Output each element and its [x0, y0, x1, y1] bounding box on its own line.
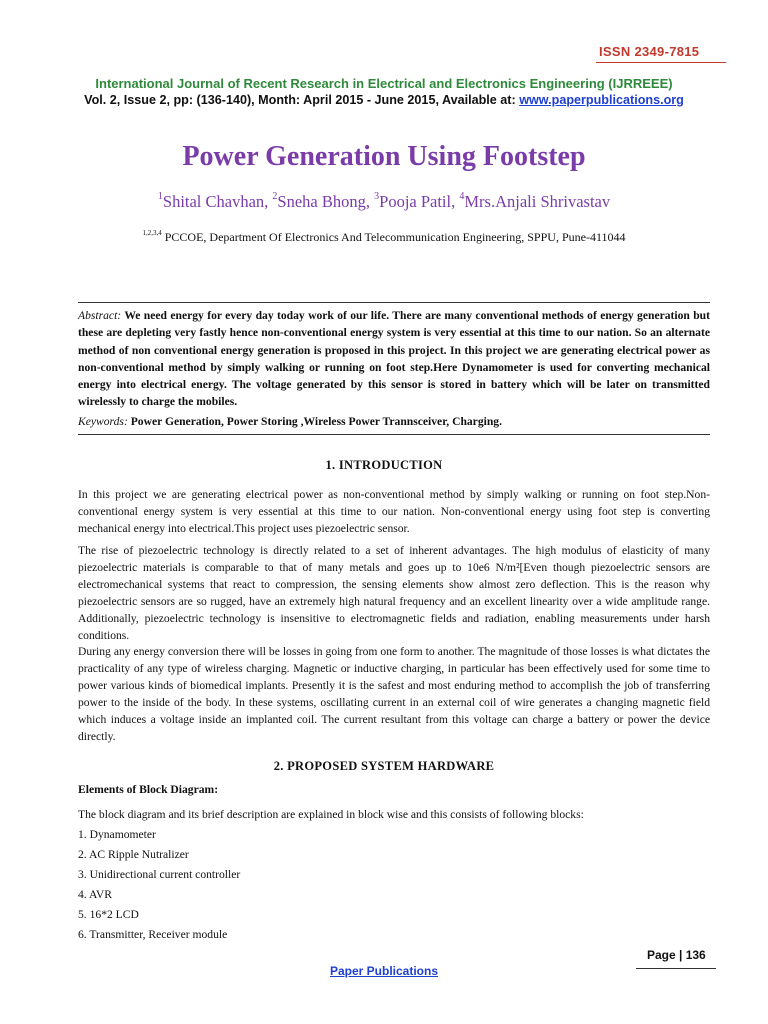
- author-name: Sneha Bhong,: [277, 192, 375, 211]
- body-paragraph: During any energy conversion there will be losses in going from one form to another. The magnitude of those losses is what dictates the practicality of any type of wireless charging. Magnetic or inductive charging, in particular has been effectively used for some time to power various kinds of biomedical implants. Presently it is the safest and most enduring method to accomplish the job of transferring power to the inside of the body. In these systems, oscillating current in an external coil of wire generates a changing magnetic field which induces a voltage inside an implanted coil. The current resultant from this voltage can charge a battery or power the device directly.: [78, 645, 710, 743]
- author-sup: 3: [374, 190, 380, 202]
- author-name: Shital Chavhan,: [162, 192, 273, 211]
- block-intro-paragraph: The block diagram and its brief description are explained in block wise and this consists of following blocks:: [78, 808, 584, 821]
- author-sup: 4: [459, 190, 465, 202]
- list-item: 3. Unidirectional current controller: [78, 868, 241, 882]
- body-paragraph: The rise of piezoelectric technology is directly related to a set of inherent advantages. The high modulus of elasticity of many piezoelectric materials is comparable to that of many metals and goes up to 10e6 N/m²[Even though piezoelectric sensors are electromechanical systems that react to compression, the sensing elements show almost zero deflection. This is the reason why piezoelectric sensors are so rugged, have an extremely high natural frequency and an excellent linearity over a wide amplitude range. Additionally, piezoelectric technology is insensitive to electromagnetic fields and radiation, enabling measurements under harsh conditions.: [78, 544, 710, 642]
- list-item: 6. Transmitter, Receiver module: [78, 928, 228, 942]
- affiliation-sup: 1,2,3,4: [142, 229, 162, 237]
- author-name: Mrs.Anjali Shrivastav: [464, 192, 611, 211]
- affiliation-text: PCCOE, Department Of Electronics And Telecommunication Engineering, SPPU, Pune-411044: [161, 230, 626, 244]
- block-list: [78, 825, 710, 946]
- issn-underline: [596, 62, 726, 63]
- issn-label: ISSN 2349-7815: [599, 44, 700, 59]
- abstract: [78, 307, 710, 411]
- page-number: Page | 136: [647, 948, 706, 962]
- journal-website-link[interactable]: www.paperpublications.org: [519, 93, 684, 107]
- block-diagram-subheading: Elements of Block Diagram:: [78, 783, 219, 796]
- section-heading-introduction: 1. INTRODUCTION: [325, 458, 443, 472]
- keywords-text: Power Generation, Power Storing ,Wireless Power Trannsceiver, Charging.: [127, 415, 502, 428]
- journal-title: International Journal of Recent Research in Electrical and Electronics Engineering (IJRREEE): [95, 76, 673, 91]
- list-item: 2. AC Ripple Nutralizer: [78, 848, 189, 862]
- keywords: [78, 413, 710, 430]
- abstract-bottom-rule: [78, 434, 710, 435]
- abstract-text: We need energy for every day today work of our life. There are many conventional methods of energy generation but these are depleting very fastly hence non-conventional energy system is very essential at this time to our nation. So an alternate method of non conventional energy generation is proposed in this project. In this project we are generating electrical power as non-conventional method by simply walking or running on foot step.Here Dynamometer is used for converting mechanical energy into electrical energy. The voltage generated by this sensor is stored in battery which will be later on transmitted wirelessly to charge the mobiles.: [78, 309, 710, 409]
- list-item: 4. AVR: [78, 888, 112, 902]
- journal-info: [0, 93, 768, 107]
- keywords-label: Keywords:: [78, 415, 128, 428]
- abstract-top-rule: [78, 302, 710, 303]
- publisher-link[interactable]: Paper Publications: [329, 964, 439, 978]
- abstract-label: Abstract:: [78, 309, 122, 322]
- author-sup: 1: [157, 190, 163, 202]
- author-list: [0, 192, 768, 212]
- paper-title: Power Generation Using Footstep: [182, 141, 586, 172]
- journal-info-text: Vol. 2, Issue 2, pp: (136-140), Month: April 2015 - June 2015, Available at:: [84, 93, 520, 107]
- body-paragraph: In this project we are generating electrical power as non-conventional method by simply walking or running on foot step.Non-conventional energy system is very essential at this time to our nation. Non-conventional energy using foot step is converting mechanical energy into electrical.This project uses piezoelectric sensor.: [78, 488, 710, 535]
- list-item: 1. Dynamometer: [78, 828, 156, 841]
- author-sup: 2: [272, 190, 278, 202]
- section-heading-hardware: 2. PROPOSED SYSTEM HARDWARE: [273, 759, 495, 773]
- author-name: Pooja Patil,: [379, 192, 460, 211]
- affiliation: [0, 230, 768, 245]
- list-item: 5. 16*2 LCD: [78, 908, 139, 922]
